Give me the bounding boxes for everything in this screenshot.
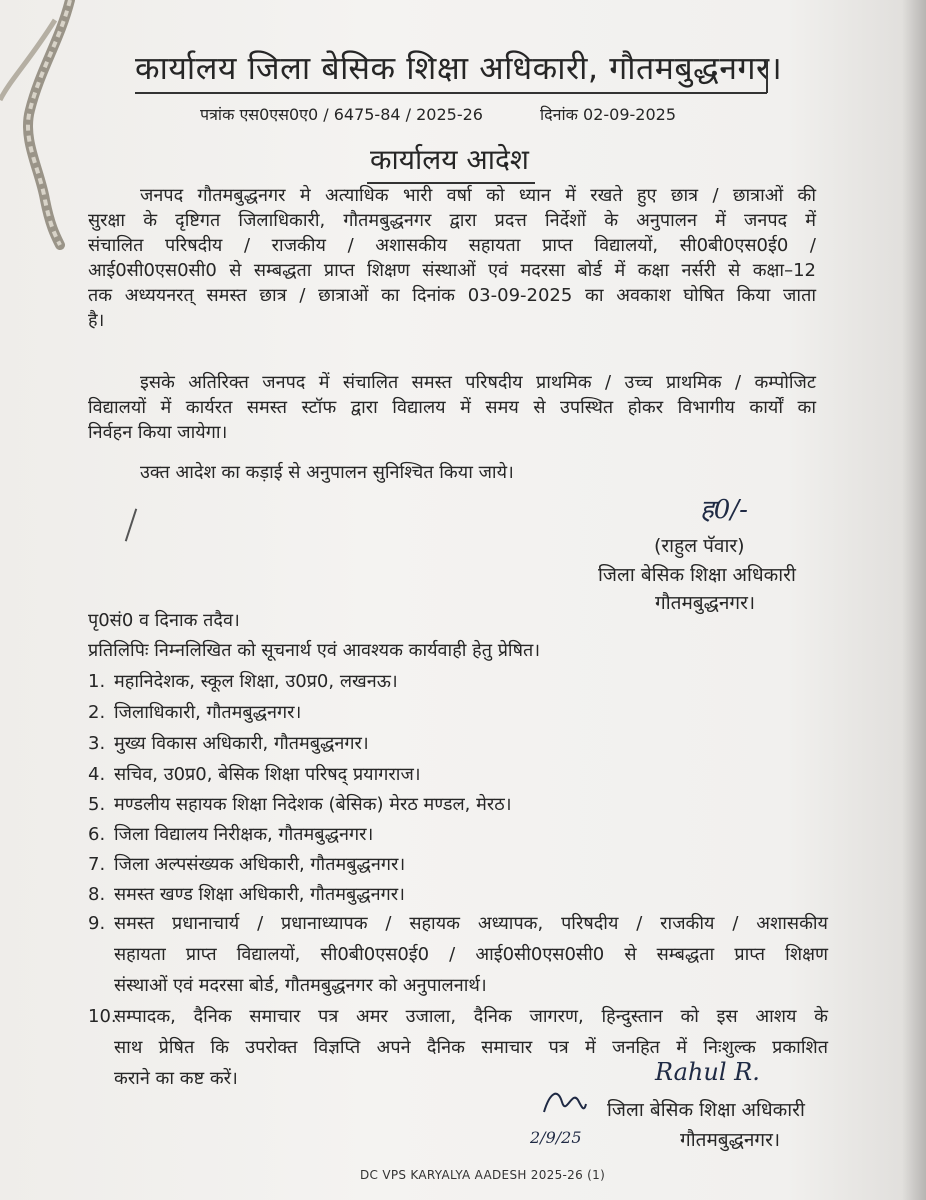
list-item: 2. जिलाधिकारी, गौतमबुद्धनगर। [88,702,302,723]
copy-intro: प्रतिलिपिः निम्नलिखित को सूचनार्थ एवं आवश्यक कार्यवाही हेतु प्रेषित। [88,640,541,661]
list-item-line: कराने का कष्ट करें। [114,1068,238,1089]
paragraph-line: उक्त आदेश का कड़ाई से अनुपालन सुनिश्चित किया जाये। [140,462,514,483]
paragraph-line: सुरक्षा के दृष्टिगत जिलाधिकारी, गौतमबुद्धनगर द्वारा प्रदत्त निर्देशों के अनुपालन में जनपद में [88,210,816,231]
initial-signature: ह0/- [700,495,748,525]
list-item: 4. सचिव, उ0प्र0, बेसिक शिक्षा परिषद् प्रयागराज। [88,764,421,785]
title-underline [135,92,767,94]
handwritten-signature: Rahul R. [655,1058,760,1086]
copy-ref-line: पृ0सं0 व दिनाक तदैव। [88,610,240,631]
letter-number: पत्रांक एस0एस0ए0 / 6475-84 / 2025-26 [200,105,483,124]
signatory-name: (राहुल पॅवार) [654,535,745,557]
order-heading: कार्यालय आदेश [370,143,529,176]
page-edge-shadow [902,0,926,1200]
initial-scribble-icon [540,1082,590,1126]
list-item-10: 10. सम्पादक, दैनिक समाचार पत्र अमर उजाला, दैनिक जागरण, हिन्दुस्तान को इस आशय के साथ प्रेषित कि उपरोक्त विज्ञप्ति अपने दैनिक समाचार पत्र में जनहित में निःशुल्क प्रकाशित कराने का कष्ट करें। [88,1001,828,1094]
list-item: 7. जिला अल्पसंख्यक अधिकारी, गौतमबुद्धनगर। [88,854,406,875]
list-item-line: समस्त प्रधानाचार्य / प्रधानाध्यापक / सहायक अध्यापक, परिषदीय / राजकीय / अशासकीय [114,913,828,934]
list-item: 8. समस्त खण्ड शिक्षा अधिकारी, गौतमबुद्धनगर। [88,884,405,905]
list-item: 6. जिला विद्यालय निरीक्षक, गौतमबुद्धनगर। [88,824,374,845]
footer-caption: DC VPS KARYALYA AADESH 2025-26 (1) [360,1168,606,1182]
paragraph-line: है। [88,310,105,331]
pen-mark [125,509,137,542]
paragraph-line: जनपद गौतमबुद्धनगर मे अत्याधिक भारी वर्षा को ध्यान में रखते हुए छात्र / छात्राओं की [140,185,816,206]
list-item: 5. मण्डलीय सहायक शिक्षा निदेशक (बेसिक) मेरठ मण्डल, मेरठ। [88,794,512,815]
office-title: कार्यालय जिला बेसिक शिक्षा अधिकारी, गौतमबुद्धनगर। [135,49,783,87]
bottom-designation: जिला बेसिक शिक्षा अधिकारी [607,1099,805,1121]
paragraph-line: आई0सी0एस0सी0 से सम्बद्धता प्राप्त शिक्षण संस्थाओं एवं मदरसा बोर्ड में कक्षा नर्सरी से कक्षा–12 [88,260,816,281]
list-item-line: सहायता प्राप्त विद्यालयों, सी0बी0एस0ई0 / आई0सी0एस0सी0 से सम्बद्धता प्राप्त शिक्षण [114,944,828,965]
list-item-9: 9. समस्त प्रधानाचार्य / प्रधानाध्यापक / सहायक अध्यापक, परिषदीय / राजकीय / अशासकीय सहायता प्राप्त विद्यालयों, सी0बी0एस0ई0 / आई0सी0एस0सी0 से सम्बद्धता प्राप्त शिक्षण संस्थाओं एवं मदरसा बोर्ड, गौतमबुद्धनगर को अनुपालनार्थ। [88,908,828,1001]
paragraph-line: निर्वहन किया जायेगा। [88,422,228,443]
list-item: 1. महानिदेशक, स्कूल शिक्षा, उ0प्र0, लखनऊ। [88,671,398,692]
list-item-line: सम्पादक, दैनिक समाचार पत्र अमर उजाला, दैनिक जागरण, हिन्दुस्तान को इस आशय के [114,1006,828,1027]
paragraph-2 [88,370,816,445]
title-bracket [766,60,768,93]
list-item: 3. मुख्य विकास अधिकारी, गौतमबुद्धनगर। [88,733,369,754]
paragraph-line: तक अध्ययनरत् समस्त छात्र / छात्राओं का दिनांक 03-09-2025 का अवकाश घोषित किया जाता [88,285,816,306]
binding-thread-icon [0,0,90,260]
letter-date: दिनांक 02-09-2025 [540,105,677,124]
paragraph-3 [88,460,816,485]
list-item-line: साथ प्रेषित कि उपरोक्त विज्ञप्ति अपने दैनिक समाचार पत्र में जनहित में निःशुल्क प्रकाशित [114,1037,828,1058]
paragraph-1 [88,183,816,333]
handwritten-initials: 2/9/25 [530,1128,582,1147]
paragraph-line: इसके अतिरिक्त जनपद में संचालित समस्त परिषदीय प्राथमिक / उच्च प्राथमिक / कम्पोजिट [140,372,816,393]
signatory-place: गौतमबुद्धनगर। [655,592,756,614]
signatory-designation: जिला बेसिक शिक्षा अधिकारी [598,564,796,586]
paragraph-line: विद्यालयों में कार्यरत समस्त स्टॉफ द्वारा विद्यालय में समय से उपस्थित होकर विभागीय कार्यों का [88,397,816,418]
bottom-place: गौतमबुद्धनगर। [680,1129,781,1151]
list-item-line: संस्थाओं एवं मदरसा बोर्ड, गौतमबुद्धनगर को अनुपालनार्थ। [114,975,487,996]
paragraph-line: संचालित परिषदीय / राजकीय / अशासकीय सहायता प्राप्त विद्यालयों, सी0बी0एस0ई0 / [88,235,816,256]
